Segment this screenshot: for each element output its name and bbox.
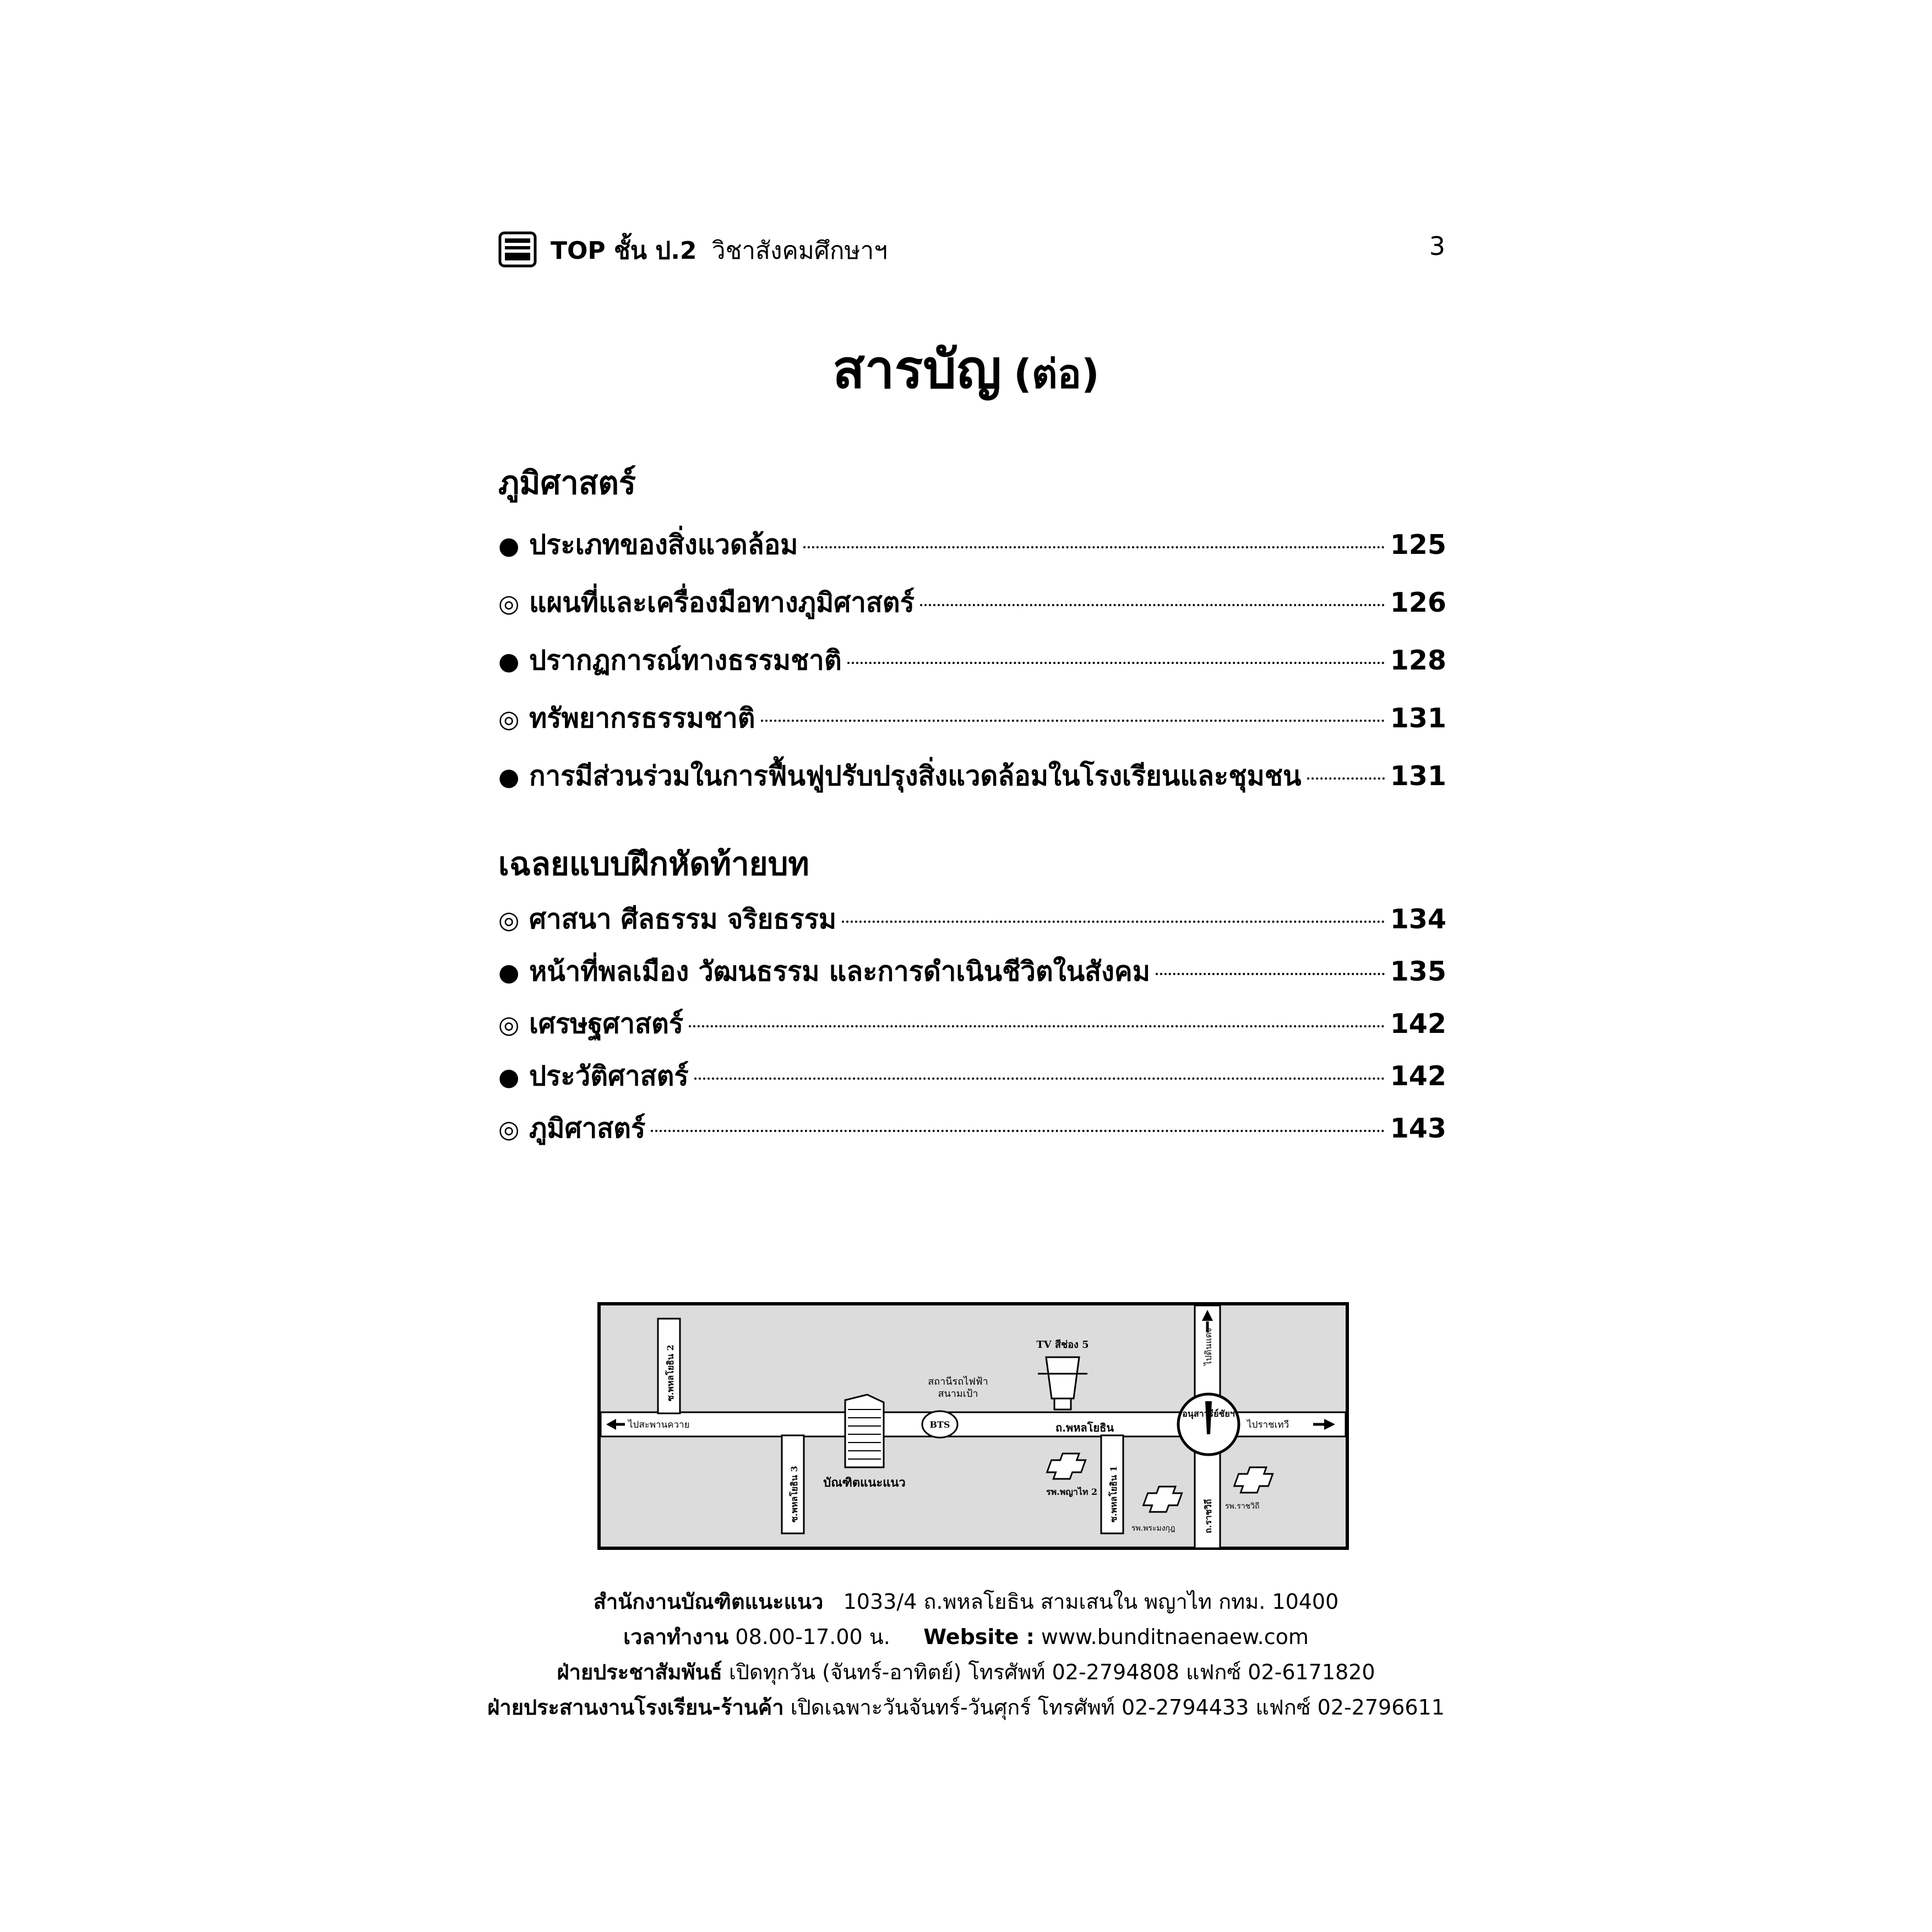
tv-label: TV สีช่อง 5 bbox=[1036, 1339, 1089, 1351]
toc-entry[interactable] bbox=[498, 950, 1446, 988]
toc-entry[interactable] bbox=[498, 1002, 1446, 1041]
hospital-phramongkut-label: รพ.พระมงกุฎ bbox=[1131, 1524, 1175, 1533]
toc-entry[interactable] bbox=[498, 1054, 1446, 1093]
soi-1-label: ซ.พหลโยธิน 1 bbox=[1108, 1466, 1119, 1522]
bullet-dot-icon: ● bbox=[498, 763, 520, 791]
toc-entry-label: แผนที่และเครื่องมือทางภูมิศาสตร์ bbox=[529, 587, 915, 618]
dot-leader bbox=[694, 1077, 1385, 1080]
toc-entry[interactable] bbox=[498, 639, 1446, 677]
school-dept-contact: เปิดเฉพาะวันจันทร์-วันศุกร์ โทรศัพท์ 02-2794433 แฟกซ์ 02-2796611 bbox=[790, 1695, 1445, 1719]
page-header bbox=[498, 227, 1445, 271]
series-name: TOP bbox=[551, 237, 606, 265]
dot-leader bbox=[847, 662, 1385, 664]
dot-leader bbox=[651, 1130, 1384, 1132]
road-label: ถ.พหลโยธิน bbox=[1055, 1421, 1114, 1434]
bullet-ring-icon: ◎ bbox=[498, 590, 520, 618]
book-icon bbox=[498, 231, 537, 268]
soi-3-label: ซ.พหลโยธิน 3 bbox=[789, 1466, 799, 1522]
bts-icon bbox=[922, 1411, 957, 1438]
dot-leader bbox=[920, 604, 1385, 606]
toc-entry-page: 143 bbox=[1390, 1113, 1446, 1144]
section-heading-answer-key: เฉลยแบบฝึกหัดท้ายบท bbox=[498, 845, 809, 883]
location-map bbox=[597, 1302, 1349, 1550]
bullet-ring-icon: ◎ bbox=[498, 906, 520, 934]
dot-leader bbox=[842, 921, 1384, 923]
to-saphan-khwai-label: ไปสะพานควาย bbox=[628, 1419, 690, 1430]
toc-entry-label: ประเภทของสิ่งแวดล้อม bbox=[529, 529, 798, 560]
toc-entry-label: หน้าที่พลเมือง วัฒนธรรม และการดำเนินชีวิตในสังคม bbox=[529, 956, 1151, 987]
bullet-dot-icon: ● bbox=[498, 1063, 520, 1091]
toc-entry-page: 125 bbox=[1390, 529, 1446, 560]
office-name: สำนักงานบัณฑิตแนะแนว bbox=[593, 1590, 824, 1614]
toc-entry[interactable] bbox=[498, 696, 1446, 735]
toc-entry-label: ประวัติศาสตร์ bbox=[529, 1060, 689, 1092]
pr-dept-contact: เปิดทุกวัน (จันทร์-อาทิตย์) โทรศัพท์ 02-2794808 แฟกซ์ 02-6171820 bbox=[728, 1660, 1375, 1684]
page-title bbox=[0, 328, 1932, 411]
page-number: 3 bbox=[1429, 231, 1445, 261]
toc-entry-label: ทรัพยากรธรรมชาติ bbox=[529, 703, 755, 734]
toc-entry-page: 142 bbox=[1390, 1060, 1446, 1092]
bts-station-name: สนามเป้า bbox=[938, 1388, 978, 1400]
dot-leader bbox=[1307, 777, 1385, 780]
title-main: สารบัญ bbox=[832, 339, 1002, 400]
bts-station-label: สถานีรถไฟฟ้า bbox=[928, 1376, 988, 1387]
bullet-dot-icon: ● bbox=[498, 532, 520, 560]
toc-entry-page: 126 bbox=[1390, 587, 1446, 618]
toc-entry[interactable] bbox=[498, 1107, 1446, 1145]
dot-leader bbox=[803, 546, 1384, 548]
bullet-dot-icon: ● bbox=[498, 647, 520, 676]
toc-entry-page: 134 bbox=[1390, 904, 1446, 935]
to-ratchathewi-label: ไปราชเทวี bbox=[1247, 1419, 1289, 1430]
toc-entry-page: 128 bbox=[1390, 645, 1446, 676]
dot-leader bbox=[1156, 973, 1385, 975]
section-heading-geography: ภูมิศาสตร์ bbox=[498, 464, 636, 502]
toc-entry[interactable] bbox=[498, 523, 1446, 562]
toc-entry-label: ศาสนา ศีลธรรม จริยธรรม bbox=[529, 904, 837, 935]
toc-entry-page: 142 bbox=[1390, 1008, 1446, 1040]
footer-pr-contact bbox=[0, 1655, 1932, 1689]
rajavithi-road-label: ถ.ราชวิถี bbox=[1203, 1499, 1213, 1533]
dot-leader bbox=[761, 720, 1385, 722]
dot-leader bbox=[689, 1025, 1385, 1027]
hospital-rajavithi-label: รพ.ราชวิถี bbox=[1225, 1502, 1260, 1511]
footer-school-contact bbox=[0, 1690, 1932, 1724]
bullet-ring-icon: ◎ bbox=[498, 705, 520, 733]
toc-entry-page: 131 bbox=[1390, 760, 1446, 792]
hospital-phayathai2-label: รพ.พญาไท 2 bbox=[1046, 1487, 1098, 1497]
toc-entry[interactable] bbox=[498, 581, 1446, 619]
bullet-dot-icon: ● bbox=[498, 959, 520, 987]
toc-entry-label: เศรษฐศาสตร์ bbox=[529, 1008, 684, 1040]
company-building-icon bbox=[845, 1395, 884, 1467]
hours-label: เวลาทำงาน bbox=[623, 1625, 729, 1649]
toc-entry-label: การมีส่วนร่วมในการฟื้นฟูปรับปรุงสิ่งแวดล้อมในโรงเรียนและชุมชน bbox=[529, 760, 1302, 792]
website-label: Website : bbox=[923, 1625, 1035, 1649]
soi-2-label: ซ.พหลโยธิน 2 bbox=[665, 1345, 676, 1401]
title-continued: (ต่อ) bbox=[1013, 351, 1100, 397]
monument-label: อนุสาวรีย์ชัยฯ bbox=[1182, 1408, 1235, 1419]
toc-entry-page: 131 bbox=[1390, 703, 1446, 734]
din-daeng-label: ไปดินแดง bbox=[1203, 1327, 1213, 1365]
bullet-ring-icon: ◎ bbox=[498, 1011, 520, 1039]
footer-address bbox=[0, 1585, 1932, 1618]
toc-entry-page: 135 bbox=[1390, 956, 1446, 987]
header-title bbox=[551, 231, 888, 270]
company-label: บัณฑิตแนะแนว bbox=[823, 1476, 906, 1490]
svg-text:BTS: BTS bbox=[929, 1419, 950, 1430]
toc-entry-label: ภูมิศาสตร์ bbox=[529, 1113, 646, 1144]
office-address: 1033/4 ถ.พหลโยธิน สามเสนใน พญาไท กทม. 10400 bbox=[843, 1590, 1339, 1614]
footer-hours bbox=[0, 1620, 1932, 1653]
bullet-ring-icon: ◎ bbox=[498, 1115, 520, 1144]
website-link[interactable]: www.bunditnaenaew.com bbox=[1041, 1625, 1309, 1649]
grade-label: ชั้น ป.2 bbox=[614, 237, 697, 265]
toc-entry[interactable] bbox=[498, 754, 1446, 793]
toc-entry-label: ปรากฏการณ์ทางธรรมชาติ bbox=[529, 645, 842, 676]
school-dept-label: ฝ่ายประสานงานโรงเรียน-ร้านค้า bbox=[487, 1695, 784, 1719]
pr-dept-label: ฝ่ายประชาสัมพันธ์ bbox=[557, 1660, 722, 1684]
subject-label: วิชาสังคมศึกษาฯ bbox=[711, 237, 888, 265]
monument-icon bbox=[1178, 1394, 1239, 1455]
hours-value: 08.00-17.00 น. bbox=[735, 1625, 890, 1649]
toc-entry[interactable] bbox=[498, 897, 1446, 936]
